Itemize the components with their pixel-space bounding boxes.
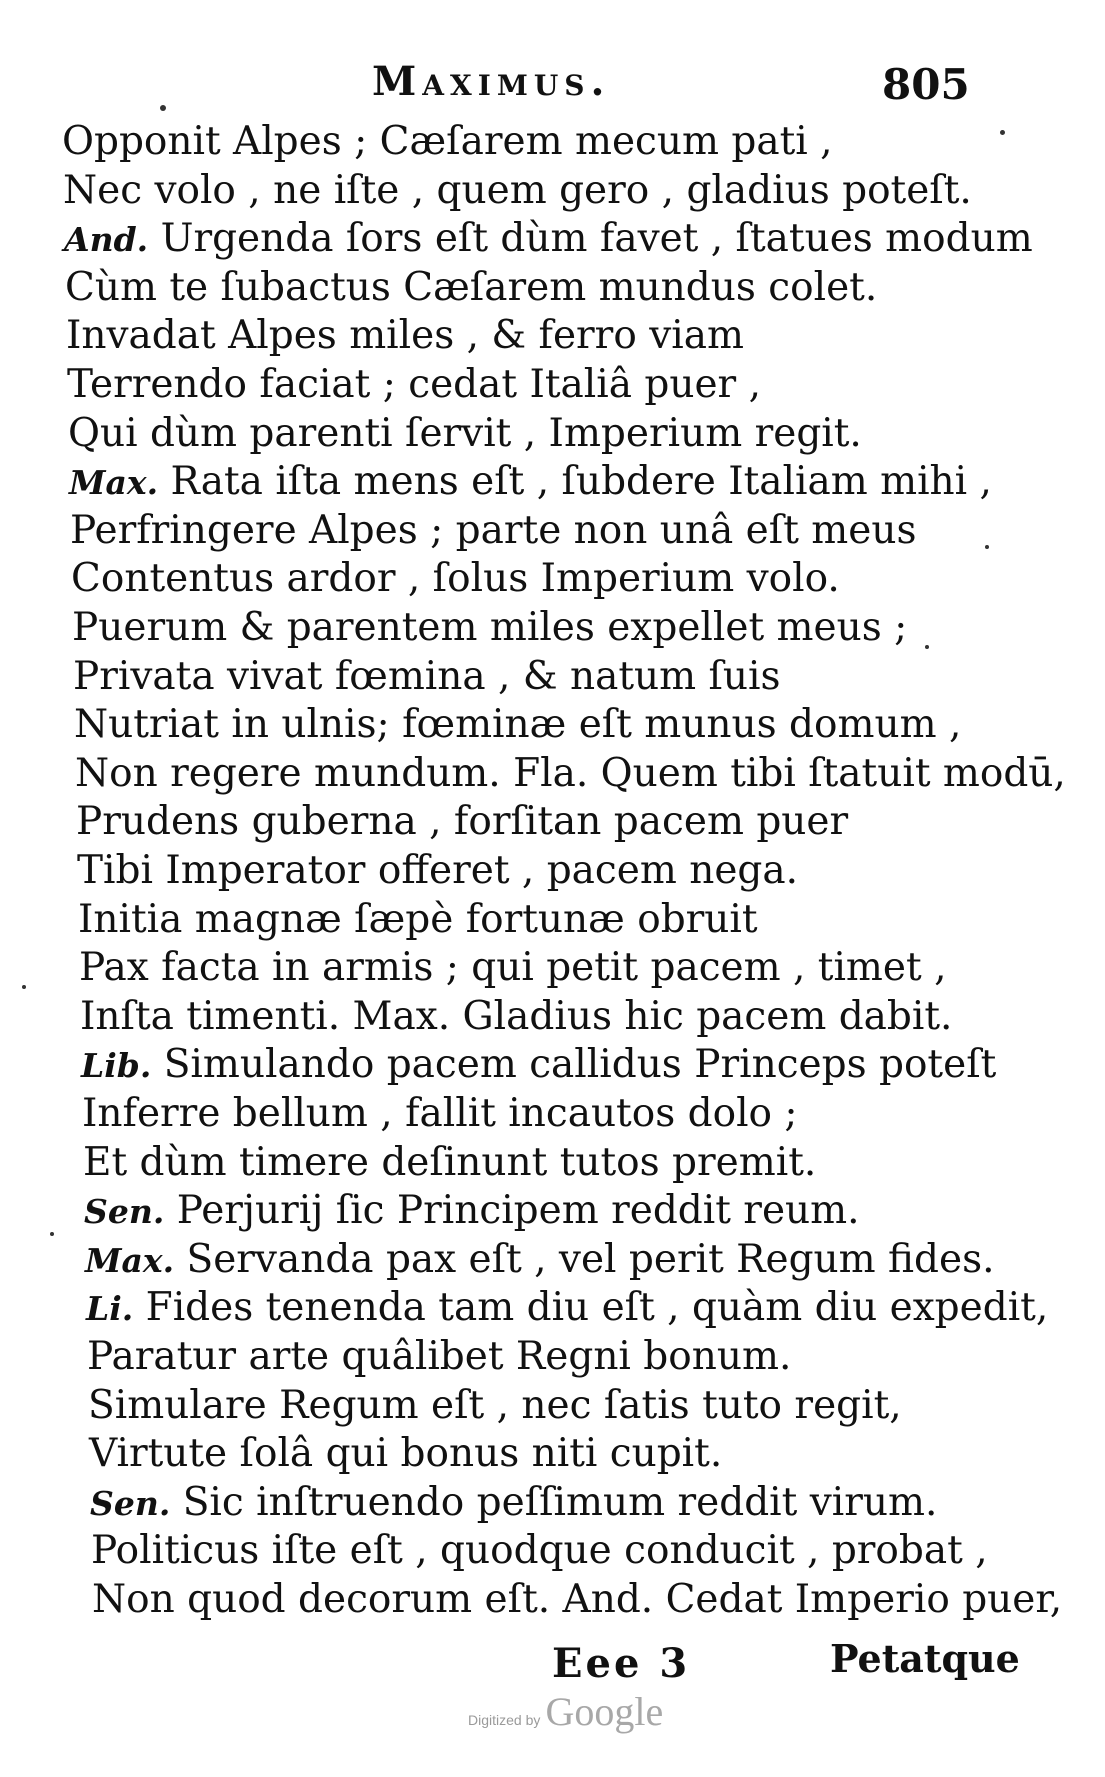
line-text: Fides tenenda tam diu eſt , quàm diu expedit, bbox=[145, 1285, 1049, 1331]
verse-line bbox=[69, 458, 992, 506]
verse-line bbox=[75, 750, 1066, 798]
verse-line bbox=[88, 1382, 902, 1430]
line-text: Rata iſta mens eſt , ſubdere Italiam mihi , bbox=[170, 459, 992, 505]
line-text: Virtute ſolâ qui bonus niti cupit. bbox=[89, 1431, 723, 1477]
verse-line bbox=[84, 1187, 860, 1235]
line-text: Paratur arte quâlibet Regni bonum. bbox=[87, 1334, 792, 1379]
print-speck bbox=[22, 985, 26, 989]
verse-line bbox=[71, 555, 840, 603]
line-text: Inſta timenti. Max. Gladius hic pacem dabit. bbox=[80, 993, 953, 1039]
line-text: Perjurij ſic Principem reddit reum. bbox=[176, 1188, 860, 1234]
verse-line bbox=[91, 1527, 988, 1575]
running-title: Maximus. bbox=[372, 58, 611, 105]
line-text: Simulando pacem callidus Princeps poteſt bbox=[163, 1042, 997, 1088]
print-speck bbox=[925, 645, 929, 649]
speaker-label: Li. bbox=[86, 1289, 134, 1329]
line-text: Tibi Imperator offeret , pacem nega. bbox=[77, 848, 799, 893]
verse-line bbox=[65, 264, 877, 312]
line-text: Privata vivat fœmina , & natum ſuis bbox=[73, 653, 781, 699]
print-speck bbox=[1000, 130, 1005, 135]
print-speck bbox=[50, 1232, 54, 1236]
verse-line bbox=[85, 1236, 995, 1284]
line-text: Cùm te ſubactus Cæſarem mundus colet. bbox=[65, 264, 878, 310]
verse-line bbox=[64, 215, 1033, 263]
verse-line bbox=[77, 847, 798, 895]
speaker-label: Sen. bbox=[90, 1483, 171, 1523]
speaker-label: Max. bbox=[85, 1240, 175, 1280]
line-text: Non quod decorum eſt. And. Cedat Imperio puer, bbox=[92, 1577, 1063, 1622]
verse-line bbox=[92, 1576, 1062, 1624]
line-text: Non regere mundum. Fla. Quem tibi ſtatuit modū, bbox=[75, 750, 1066, 796]
signature-mark: Eee 3 bbox=[552, 1640, 691, 1687]
speaker-label: Lib. bbox=[81, 1046, 152, 1086]
print-speck bbox=[160, 105, 166, 111]
verse-line bbox=[82, 1090, 798, 1138]
line-text: Nutriat in ulnis; fœminæ eſt munus domum , bbox=[74, 702, 962, 748]
verse-line bbox=[74, 701, 961, 749]
verse-line bbox=[70, 507, 916, 555]
watermark-prefix: Digitized by bbox=[468, 1712, 541, 1728]
catchword: Petatque bbox=[830, 1636, 1020, 1681]
verse-line bbox=[89, 1430, 722, 1478]
line-text: Simulare Regum eſt , nec ſatis tuto regit, bbox=[88, 1382, 902, 1428]
speaker-label: And. bbox=[64, 220, 149, 260]
google-logo: Google bbox=[545, 1689, 664, 1734]
verse-line bbox=[62, 118, 833, 166]
verse-line bbox=[87, 1333, 791, 1381]
line-text: Pax facta in armis ; qui petit pacem , timet , bbox=[79, 945, 947, 991]
verse-line bbox=[72, 604, 907, 652]
line-text: Perfringere Alpes ; parte non unâ eſt meus bbox=[70, 507, 917, 553]
line-text: Opponit Alpes ; Cæſarem mecum pati , bbox=[62, 119, 833, 164]
verse-line bbox=[79, 944, 946, 992]
verse-line bbox=[66, 312, 744, 360]
page-number: 805 bbox=[882, 60, 970, 109]
verse-line bbox=[80, 993, 952, 1041]
line-text: Contentus ardor , ſolus Imperium volo. bbox=[71, 556, 840, 602]
verse-line bbox=[68, 410, 862, 458]
line-text: Qui dùm parenti ſervit , Imperium regit. bbox=[68, 410, 862, 456]
line-text: Invadat Alpes miles , & ferro viam bbox=[66, 313, 744, 359]
line-text: Initia magnæ ſæpè fortunæ obruit bbox=[78, 896, 758, 942]
verse-line bbox=[76, 798, 848, 846]
verse-line bbox=[67, 361, 761, 409]
line-text: Terrendo faciat ; cedat Italiâ puer , bbox=[67, 362, 761, 407]
line-text: Sic inſtruendo peſſimum reddit virum. bbox=[182, 1479, 938, 1525]
speaker-label: Max. bbox=[69, 463, 159, 503]
verse-line bbox=[63, 167, 972, 215]
digitization-watermark bbox=[468, 1688, 663, 1735]
line-text: Urgenda ſors eſt dùm favet , ſtatues modum bbox=[160, 216, 1033, 262]
verse-line bbox=[81, 1041, 996, 1089]
verse-line bbox=[90, 1479, 937, 1527]
line-text: Servanda pax eſt , vel perit Regum fides. bbox=[186, 1236, 995, 1282]
verse-line bbox=[83, 1139, 816, 1187]
verse-line bbox=[73, 653, 781, 701]
line-text: Puerum & parentem miles expellet meus ; bbox=[72, 605, 908, 650]
print-speck bbox=[985, 545, 989, 549]
verse-line bbox=[86, 1284, 1048, 1332]
line-text: Politicus iſte eſt , quodque conducit , probat , bbox=[91, 1528, 988, 1574]
speaker-label: Sen. bbox=[84, 1192, 165, 1232]
line-text: Nec volo , ne iſte , quem gero , gladius poteſt. bbox=[63, 167, 972, 213]
line-text: Et dùm timere deſinunt tutos premit. bbox=[83, 1139, 817, 1185]
line-text: Inferre bellum , fallit incautos dolo ; bbox=[82, 1091, 798, 1136]
verse-line bbox=[78, 896, 758, 944]
line-text: Prudens guberna , forſitan pacem puer bbox=[76, 799, 849, 845]
